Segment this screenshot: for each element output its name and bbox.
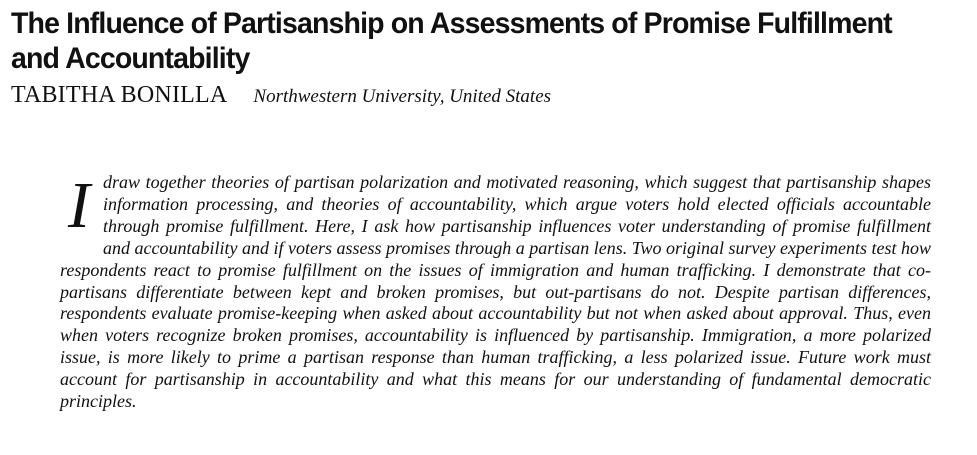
author-name: TABITHA BONILLA <box>11 82 228 108</box>
abstract <box>60 169 931 413</box>
abstract-drop-cap: I <box>68 169 90 242</box>
article-title: The Influence of Partisanship on Assessments of Promise Fulfillment and Accountability <box>11 7 892 75</box>
abstract-text: draw together theories of partisan polarization and motivated reasoning, which suggest that partisanship shapes information processing, and theories of accountability, which argue voters hold elected officials accountable through promise fulfillment. Here, I ask how partisanship influences voter understanding of promise fulfillment and accountability and if voters assess promises through a partisan lens. Two original survey experiments test how respondents react to promise fulfillment on the issues of immigration and human trafficking. I demonstrate that co-partisans differentiate between kept and broken promises, but out-partisans do not. Despite partisan differences, respondents evaluate promise-keeping when asked about accountability but not when asked about approval. Thus, even when voters recognize broken promises, accountability is influenced by partisanship. Immigration, a more polarized issue, is more likely to prime a partisan response than human trafficking, a less polarized issue. Future work must account for partisanship in accountability and what this means for our understanding of fundamental democratic principles. <box>60 172 931 412</box>
author-affiliation: Northwestern University, United States <box>253 86 552 107</box>
byline <box>11 82 551 109</box>
